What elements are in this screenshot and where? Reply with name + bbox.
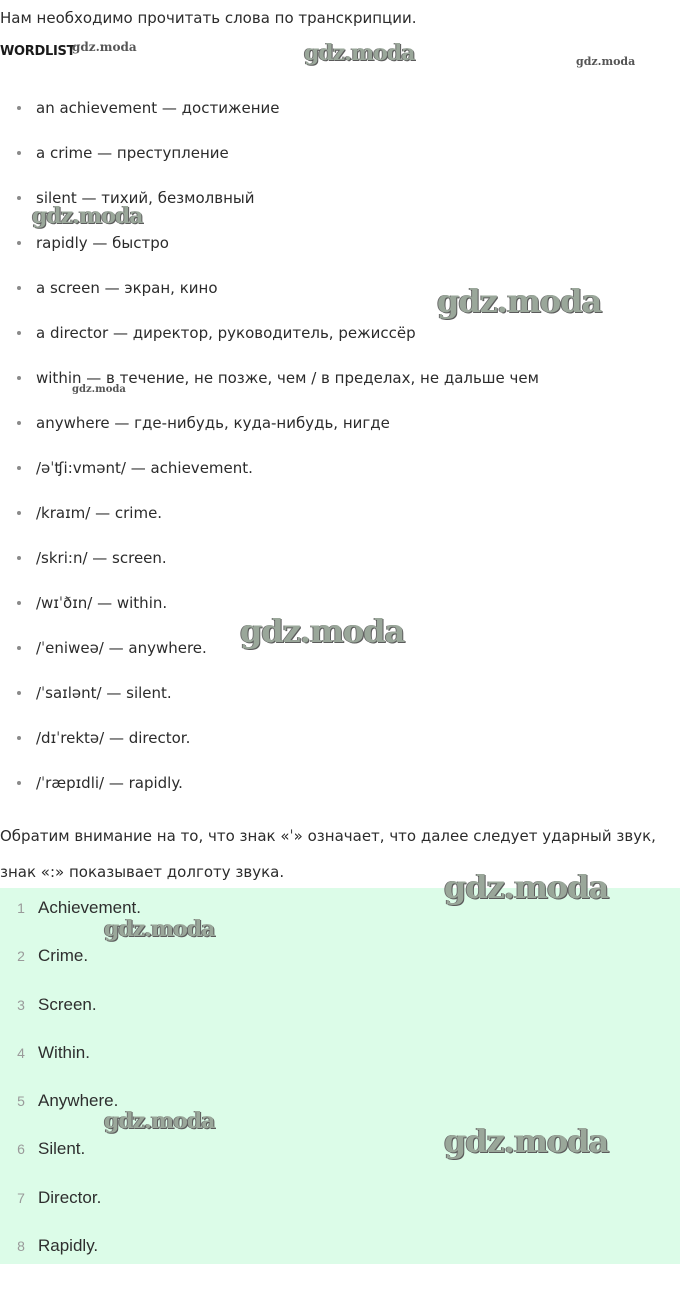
answer-text: Within. [38, 1042, 90, 1062]
watermark: gdz.moda [72, 40, 137, 54]
list-item [0, 131, 539, 176]
answer-number: 5 [17, 1093, 25, 1110]
list-item [0, 356, 539, 401]
bullet-icon [17, 331, 21, 335]
bullet-icon [17, 241, 21, 245]
answer-number: 2 [17, 948, 25, 965]
list-item-text: a crime — преступление [36, 144, 229, 162]
bullet-icon [17, 376, 21, 380]
list-item [0, 671, 539, 716]
wordlist [0, 86, 539, 806]
list-item-text: within — в течение, не позже, чем / в пределах, не дальше чем [36, 369, 539, 387]
list-item [0, 86, 539, 131]
watermark: gdz.moda [444, 1122, 609, 1160]
answer-item [0, 888, 680, 936]
list-item-text: /ˈeniweə/ — anywhere. [36, 639, 207, 657]
intro-text: Нам необходимо прочитать слова по транскрипции. [0, 9, 417, 27]
list-item-text: an achievement — достижение [36, 99, 280, 117]
answer-box [0, 888, 680, 1264]
bullet-icon [17, 511, 21, 515]
answer-text: Silent. [38, 1139, 86, 1159]
wordlist-heading: WORDLIST [0, 44, 76, 59]
bullet-icon [17, 151, 21, 155]
answer-number: 6 [17, 1141, 25, 1158]
list-item-text: rapidly — быстро [36, 234, 169, 252]
bullet-icon [17, 286, 21, 290]
answer-number: 3 [17, 996, 25, 1013]
list-item [0, 536, 539, 581]
note-text: Обратим внимание на то, что знак «ˈ» означает, что далее следует ударный звук, знак «:» показывает долготу звука. [0, 827, 656, 881]
bullet-icon [17, 466, 21, 470]
watermark: gdz.moda [240, 612, 405, 650]
list-item-text: /wɪˈðɪn/ — within. [36, 594, 168, 612]
list-item-text: /skri:n/ — screen. [36, 549, 167, 567]
answer-item [0, 1081, 680, 1129]
list-item [0, 581, 539, 626]
list-item-text: /ˈsaɪlənt/ — silent. [36, 684, 172, 702]
list-item [0, 491, 539, 536]
bullet-icon [17, 781, 21, 785]
answer-number: 4 [17, 1044, 25, 1061]
answer-text: Director. [38, 1187, 102, 1207]
list-item [0, 716, 539, 761]
watermark: gdz.moda [437, 282, 602, 320]
answer-text: Achievement. [38, 898, 141, 917]
list-item-text: /dɪˈrektə/ — director. [36, 729, 191, 747]
answer-number: 8 [17, 1238, 25, 1255]
answer-item [0, 1033, 680, 1081]
list-item-text: a screen — экран, кино [36, 279, 218, 297]
list-item [0, 626, 539, 671]
list-item-text: silent — тихий, безмолвный [36, 189, 255, 207]
watermark: gdz.moda [32, 203, 143, 229]
list-item-text: a director — директор, руководитель, режиссёр [36, 324, 416, 342]
bullet-icon [17, 646, 21, 650]
answer-item [0, 1129, 680, 1177]
answer-list [0, 888, 680, 1274]
answer-text: Anywhere. [38, 1091, 119, 1111]
answer-item [0, 985, 680, 1033]
list-item [0, 266, 539, 311]
bullet-icon [17, 196, 21, 200]
answer-item [0, 936, 680, 984]
list-item [0, 221, 539, 266]
bullet-icon [17, 736, 21, 740]
answer-text: Screen. [38, 994, 97, 1014]
bullet-icon [17, 106, 21, 110]
bullet-icon [17, 691, 21, 695]
answer-item [0, 1226, 680, 1274]
list-item [0, 401, 539, 446]
list-item-text: /əˈʧi:vmənt/ — achievement. [36, 459, 253, 477]
answer-number: 1 [17, 900, 25, 916]
list-item [0, 176, 539, 221]
bullet-icon [17, 421, 21, 425]
answer-text: Rapidly. [38, 1236, 99, 1256]
watermark: gdz.moda [104, 1108, 215, 1134]
bullet-icon [17, 601, 21, 605]
list-item-text: /ˈræpɪdli/ — rapidly. [36, 774, 183, 792]
answer-number: 7 [17, 1189, 25, 1206]
list-item [0, 446, 539, 491]
watermark: gdz.moda [444, 868, 609, 906]
bullet-icon [17, 556, 21, 560]
watermark: gdz.moda [72, 384, 126, 395]
watermark: gdz.moda [304, 40, 415, 66]
watermark: gdz.moda [576, 55, 636, 68]
list-item-text: /kraɪm/ — crime. [36, 504, 163, 522]
answer-text: Crime. [38, 946, 89, 966]
list-item-text: anywhere — где-нибудь, куда-нибудь, нигде [36, 414, 390, 432]
list-item [0, 311, 539, 356]
watermark: gdz.moda [104, 916, 215, 942]
answer-item [0, 1178, 680, 1226]
list-item [0, 761, 539, 806]
